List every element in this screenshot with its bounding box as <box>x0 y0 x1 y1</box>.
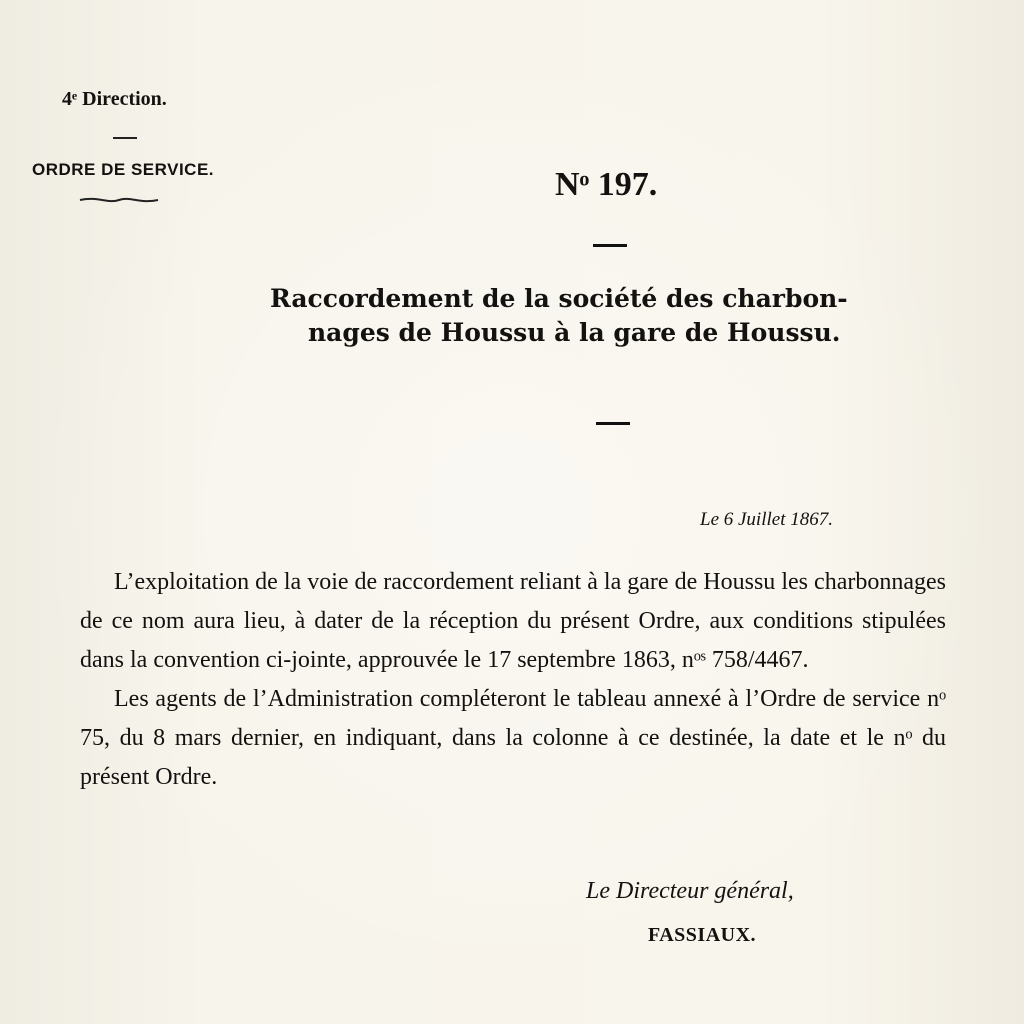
title-line-2: nages de Houssu à la gare de Houssu. <box>308 318 841 347</box>
body-paragraph-2: Les agents de l’Administration compléteront le tableau annexé à l’Ordre de service nᵒ 75, du 8 mars dernier, en indiquant, dans la colonne à ce destinée, la date et le nᵒ du présent Ordre. <box>80 686 946 790</box>
signatory-name: FASSIAUX. <box>648 924 757 946</box>
swash-ornament <box>78 194 160 206</box>
direction-label: 4ᵉ Direction. <box>62 88 167 110</box>
body-paragraph-1: L’exploitation de la voie de raccordement reliant à la gare de Houssu les charbonnages de ce nom aura lieu, à dater de la réception du présent Ordre, aux conditions stipulées dans la convention ci-jointe, approuvée le 17 septembre 1863, nᵒˢ 758/4467. <box>80 569 946 673</box>
title-line-1: Raccordement de la société des charbon- <box>270 284 848 313</box>
order-number: Nᵒ 197. <box>555 166 658 203</box>
short-rule <box>113 137 137 139</box>
document-date: Le 6 Juillet 1867. <box>700 509 833 530</box>
signatory-title: Le Directeur général, <box>586 878 794 904</box>
document-body <box>80 563 946 797</box>
reverse-page-bleed-through <box>95 30 995 60</box>
title-separator-bottom <box>596 422 630 425</box>
ordre-de-service-label: ORDRE DE SERVICE. <box>32 160 215 179</box>
title-separator-top <box>593 244 627 247</box>
document-title <box>270 282 970 350</box>
